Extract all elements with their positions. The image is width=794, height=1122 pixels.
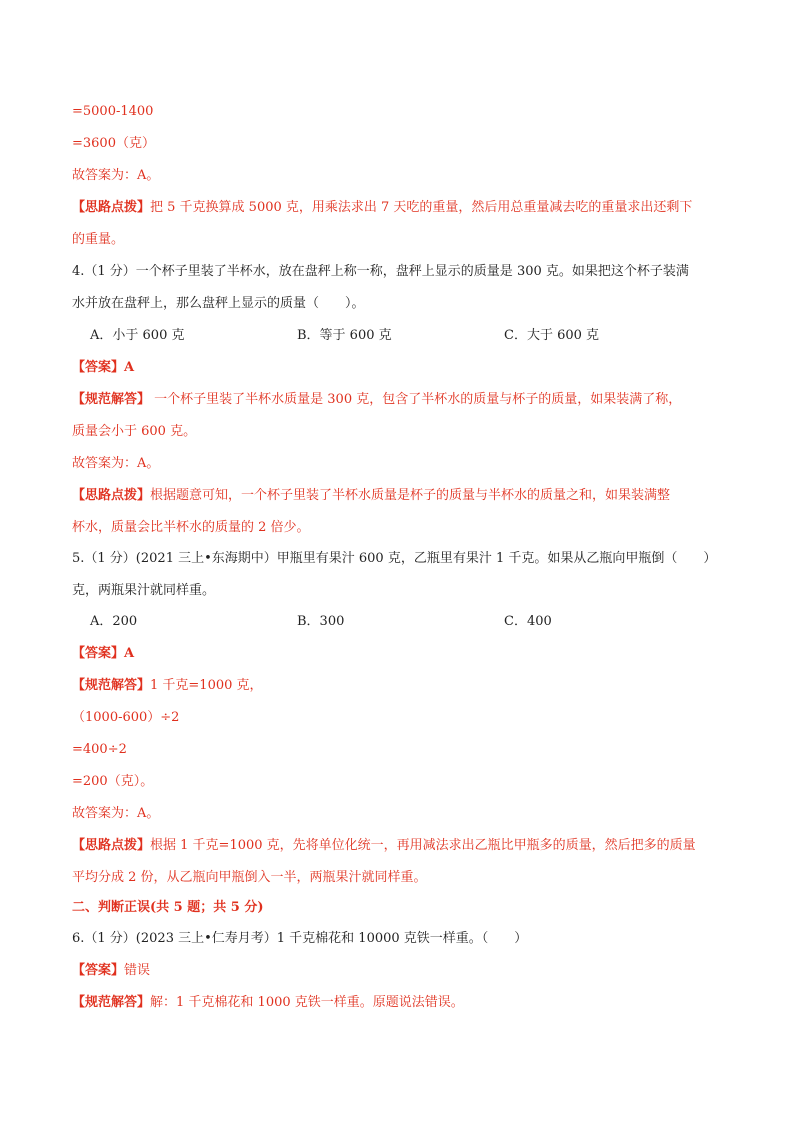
question-6-text: 6.（1 分）(2023 三上•仁寿月考）1 千克棉花和 10000 克铁一样重。（ ） xyxy=(72,931,528,946)
hint-label: 【思路点拨】 xyxy=(72,838,151,853)
question-4-text: 4.（1 分）一个杯子里装了半杯水，放在盘秤上称一称，盘秤上显示的质量是 300 克。如果把这个杯子装满 xyxy=(72,264,689,279)
answer-line: 【答案】A xyxy=(72,646,135,661)
solution-text: 解：1 千克棉花和 1000 克铁一样重。原题说法错误。 xyxy=(150,995,464,1010)
hint-text: 把 5 千克换算成 5000 克，用乘法求出 7 天吃的重量，然后用总重量减去吃的重量求出还剩下 xyxy=(150,200,693,215)
calc-line: =3600（克） xyxy=(72,136,155,151)
option-c: C．400 xyxy=(504,614,552,629)
section-title: 二、判断正误(共 5 题；共 5 分) xyxy=(72,900,264,915)
option-b: B．等于 600 克 xyxy=(297,328,392,343)
answer-line: 【答案】A xyxy=(72,360,135,375)
hint-paragraph xyxy=(72,487,670,505)
hint-label: 【思路点拨】 xyxy=(72,488,151,503)
hint-paragraph xyxy=(72,837,696,855)
answer-label: 【答案】 xyxy=(72,963,125,978)
answer-statement: 故答案为：A。 xyxy=(72,806,160,821)
calc-line: =5000-1400 xyxy=(72,104,154,119)
option-c: C．大于 600 克 xyxy=(504,328,600,343)
solution-label: 【规范解答】 xyxy=(72,678,151,693)
calc-line: （1000-600）÷2 xyxy=(72,710,180,725)
hint-text: 根据题意可知，一个杯子里装了半杯水质量是杯子的质量与半杯水的质量之和，如果装满整 xyxy=(150,488,671,503)
option-a: A．小于 600 克 xyxy=(90,328,185,343)
question-5-text-cont: 克，两瓶果汁就同样重。 xyxy=(72,583,216,598)
answer-statement: 故答案为：A。 xyxy=(72,168,160,183)
question-5-text: 5.（1 分）(2021 三上•东海期中）甲瓶里有果汁 600 克，乙瓶里有果汁 1 千克。如果从乙瓶向甲瓶倒（ ） xyxy=(72,551,717,566)
hint-text-cont: 平均分成 2 份，从乙瓶向甲瓶倒入一半，两瓶果汁就同样重。 xyxy=(72,870,427,885)
hint-label: 【思路点拨】 xyxy=(72,200,151,215)
calc-line: =400÷2 xyxy=(72,742,127,757)
hint-text-cont: 的重量。 xyxy=(72,232,125,247)
hint-paragraph xyxy=(72,199,692,217)
calc-line: =200（克）。 xyxy=(72,774,154,789)
answer-value: 错误 xyxy=(124,963,151,978)
answer-line xyxy=(72,962,150,980)
option-a: A．200 xyxy=(90,614,138,629)
answer-statement: 故答案为：A。 xyxy=(72,456,160,471)
solution-text: 1 千克=1000 克， xyxy=(150,678,263,693)
solution-paragraph xyxy=(72,677,263,695)
solution-label: 【规范解答】 xyxy=(72,392,151,407)
solution-paragraph xyxy=(72,994,464,1012)
hint-text-cont: 杯水，质量会比半杯水的质量的 2 倍少。 xyxy=(72,520,310,535)
solution-text: 一个杯子里装了半杯水质量是 300 克，包含了半杯水的质量与杯子的质量，如果装满了称， xyxy=(150,392,682,407)
hint-text: 根据 1 千克=1000 克，先将单位化统一，再用减法求出乙瓶比甲瓶多的质量，然后把多的质量 xyxy=(150,838,696,853)
option-b: B．300 xyxy=(297,614,345,629)
solution-text-cont: 质量会小于 600 克。 xyxy=(72,424,197,439)
solution-paragraph xyxy=(72,391,681,409)
question-4-text-cont: 水并放在盘秤上，那么盘秤上显示的质量（ ）。 xyxy=(72,296,365,311)
solution-label: 【规范解答】 xyxy=(72,995,151,1010)
